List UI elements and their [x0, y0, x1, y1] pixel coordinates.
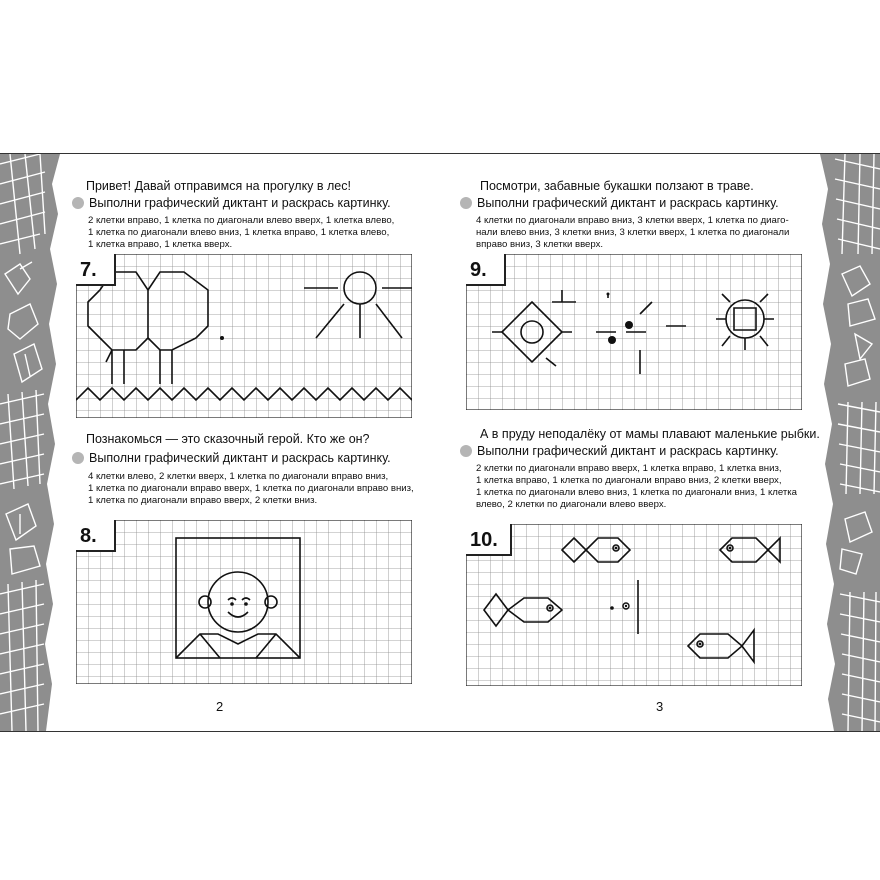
instruction-line: нали влево вниз, 3 клетки вниз, 3 клетки вверх, 1 клетка по диагонали: [476, 227, 790, 238]
task-label-text: Выполни графический диктант и раскрась картинку.: [477, 444, 779, 458]
exercise-10-grid: [466, 524, 802, 686]
instruction-line: 1 клетка вправо, 1 клетка по диагонали вправо вниз, 2 клетки вверх,: [476, 475, 782, 486]
exercise-9-grid: [466, 254, 802, 410]
instructions-exercise-7: [88, 215, 394, 251]
instruction-line: 1 клетка по диагонали влево вниз, 1 клетка по диагонали вниз, 1 клетка: [476, 487, 798, 498]
bullet-dot-icon: [460, 445, 472, 457]
task-label-3: [460, 196, 779, 210]
exercise-7-number: 7.: [76, 254, 116, 286]
bullet-dot-icon: [72, 452, 84, 464]
grid-drawing-10: [466, 524, 802, 686]
bullet-dot-icon: [460, 197, 472, 209]
instruction-line: влево, 2 клетки по диагонали влево вверх.: [476, 499, 667, 510]
instruction-line: 1 клетка по диагонали вправо вверх, 2 клетки вниз.: [88, 495, 318, 506]
instruction-line: 2 клетки по диагонали вправо вверх, 1 клетка вправо, 1 клетка вниз,: [476, 463, 782, 474]
intro-text-4: А в пруду неподалёку от мамы плавают маленькие рыбки.: [480, 427, 820, 441]
instructions-exercise-10: [476, 463, 797, 511]
page-number-right: 3: [656, 699, 664, 714]
exercise-10-number: 10.: [466, 524, 512, 556]
start-dot: [220, 336, 224, 340]
task-label-text: Выполни графический диктант и раскрась картинку.: [477, 196, 779, 210]
grid-drawing-9: [466, 254, 802, 410]
instruction-line: 4 клетки влево, 2 клетки вверх, 1 клетка по диагонали вправо вниз,: [88, 471, 389, 482]
intro-text-2: Познакомься — это сказочный герой. Кто же он?: [86, 432, 370, 446]
left-page: [60, 154, 440, 731]
exercise-9-number: 9.: [466, 254, 506, 286]
workbook-spread: [0, 153, 880, 732]
instructions-exercise-8: [88, 471, 414, 507]
task-label-4: [460, 444, 779, 458]
grid-drawing-7: [76, 254, 412, 418]
task-label-2: [72, 451, 391, 465]
instruction-line: 1 клетка по диагонали вправо вверх, 1 клетка по диагонали вправо вниз,: [88, 483, 414, 494]
instructions-exercise-9: [476, 215, 789, 251]
exercise-8-grid: [76, 520, 412, 684]
grid-drawing-8: [76, 520, 412, 684]
left-decorative-border: [0, 154, 60, 731]
exercise-8-number: 8.: [76, 520, 116, 552]
intro-text-1: Привет! Давай отправимся на прогулку в лес!: [86, 179, 351, 193]
task-label-text: Выполни графический диктант и раскрась картинку.: [89, 451, 391, 465]
task-label-text: Выполни графический диктант и раскрась картинку.: [89, 196, 391, 210]
intro-text-3: Посмотри, забавные букашки ползают в траве.: [480, 179, 754, 193]
instruction-line: 2 клетки вправо, 1 клетка по диагонали влево вверх, 1 клетка влево,: [88, 215, 395, 226]
page-number-left: 2: [216, 699, 224, 714]
right-decorative-border: [820, 154, 880, 731]
task-label-1: [72, 196, 391, 210]
right-page: [440, 154, 820, 731]
instruction-line: 1 клетка по диагонали влево вниз, 1 клетка вправо, 1 клетка влево,: [88, 227, 390, 238]
instruction-line: вправо вниз, 3 клетки вверх.: [476, 239, 604, 250]
exercise-7-grid: [76, 254, 412, 418]
instruction-line: 1 клетка вправо, 1 клетка вверх.: [88, 239, 233, 250]
bullet-dot-icon: [72, 197, 84, 209]
instruction-line: 4 клетки по диагонали вправо вниз, 3 клетки вверх, 1 клетка по диаго-: [476, 215, 789, 226]
